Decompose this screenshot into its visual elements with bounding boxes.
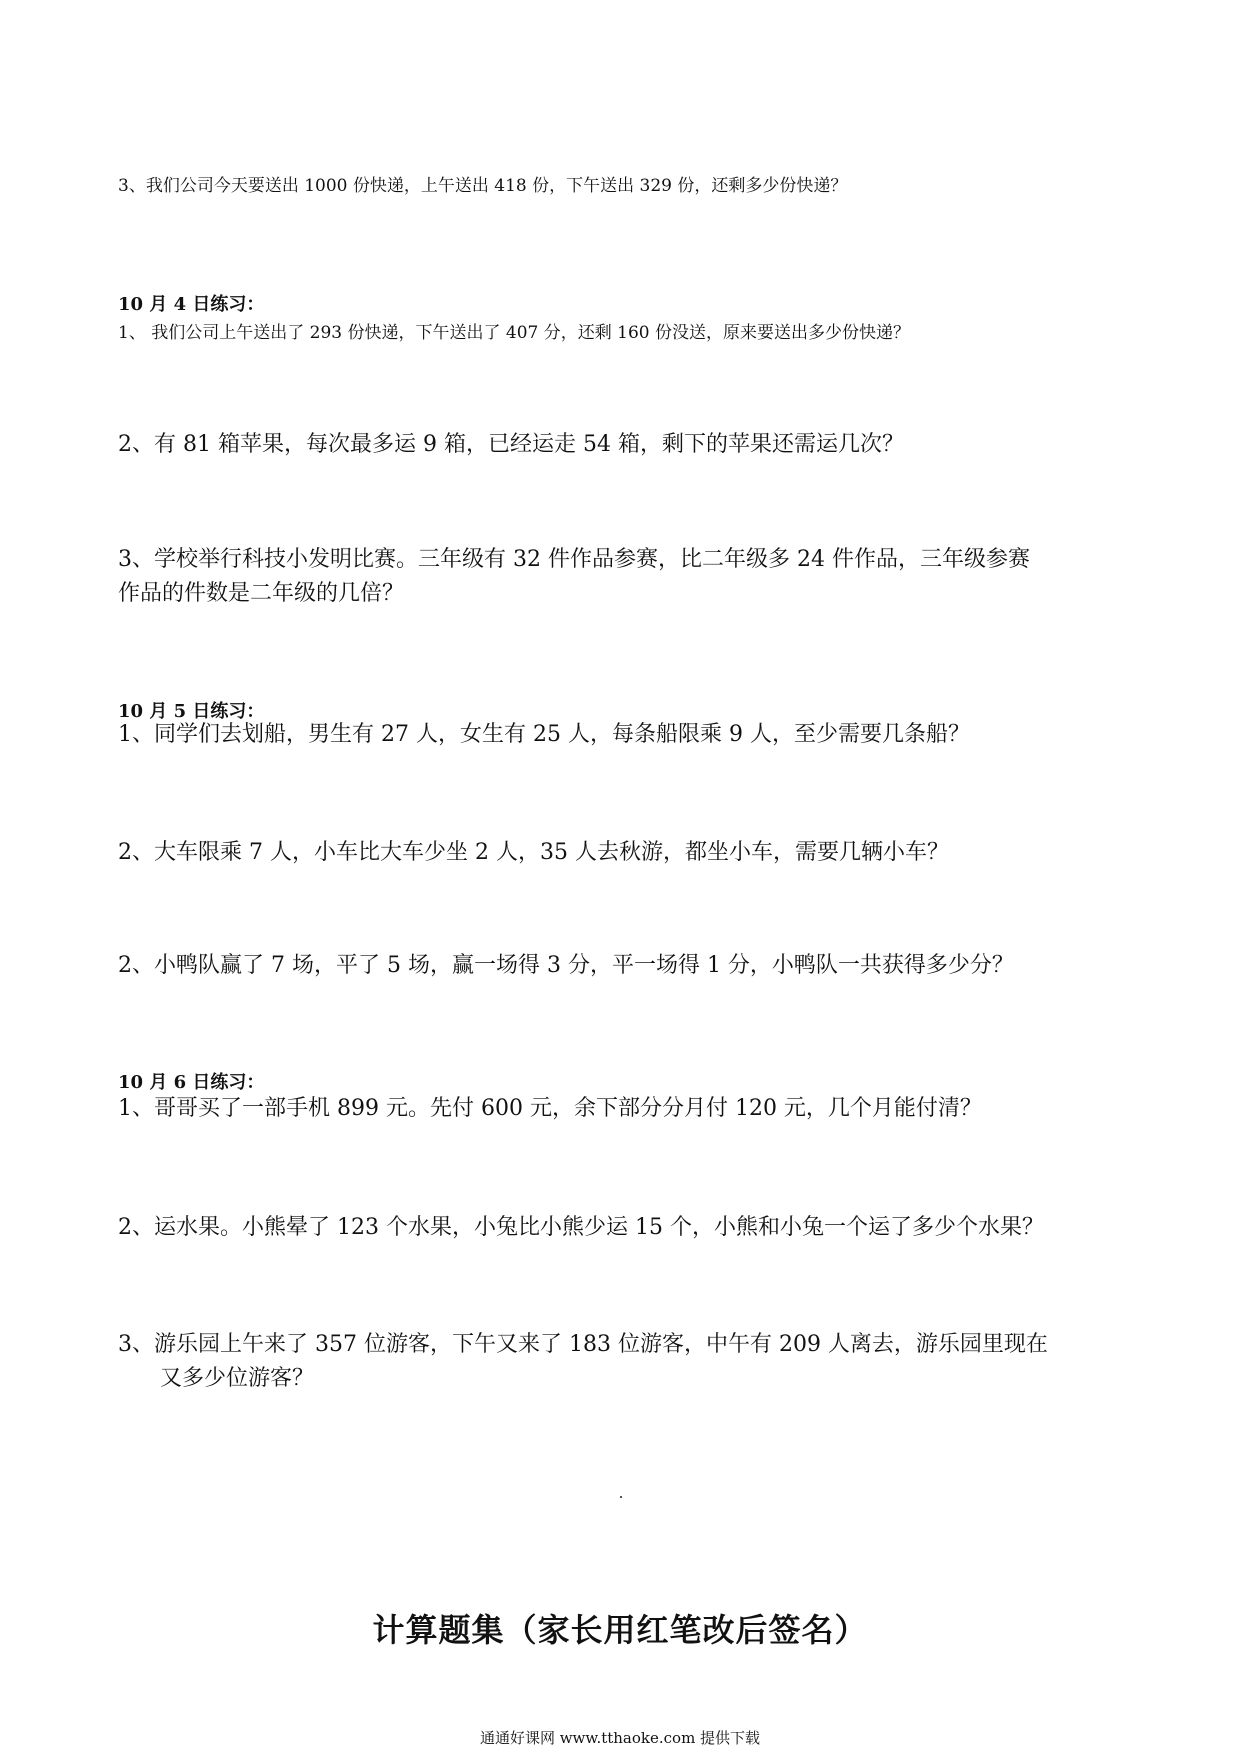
question-top-3: 3、我们公司今天要送出 1000 份快递，上午送出 418 份，下午送出 329 份，还剩多少份快递？ (118, 176, 848, 196)
footer-credit: 通通好课网 www.tthaoke.com 提供下载 (479, 1729, 761, 1747)
scan-dot (620, 1496, 622, 1498)
question-oct4-2: 2、有 81 箱苹果，每次最多运 9 箱，已经运走 54 箱，剩下的苹果还需运几次？ (118, 432, 904, 457)
section-heading-oct-6: 10 月 6 日练习： (118, 1072, 265, 1093)
question-oct4-3-line1: 3、学校举行科技小发明比赛。三年级有 32 件作品参赛，比二年级多 24 件作品，三年级参赛 (118, 547, 1030, 572)
question-oct5-2: 2、大车限乘 7 人，小车比大车少坐 2 人，35 人去秋游，都坐小车，需要几辆小车？ (118, 840, 949, 865)
question-oct5-3: 2、小鸭队赢了 7 场，平了 5 场，赢一场得 3 分，平一场得 1 分，小鸭队一共获得多少分？ (118, 953, 1014, 978)
question-oct6-3-line1: 3、游乐园上午来了 357 位游客，下午又来了 183 位游客，中午有 209 人离去，游乐园里现在 (118, 1332, 1048, 1357)
question-oct6-3-line2: 又多少位游客？ (160, 1366, 315, 1391)
question-oct6-1: 1、哥哥买了一部手机 899 元。先付 600 元，余下部分分月付 120 元，几个月能付清？ (118, 1096, 982, 1121)
question-oct6-2: 2、运水果。小熊晕了 123 个水果，小兔比小熊少运 15 个，小熊和小兔一个运了多少个水果？ (118, 1215, 1044, 1240)
question-oct4-3-line2: 作品的件数是二年级的几倍？ (118, 581, 405, 606)
question-oct4-1: 1、 我们公司上午送出了 293 份快递，下午送出了 407 分，还剩 160 份没送，原来要送出多少份快递？ (118, 323, 910, 343)
footer-title: 计算题集（家长用红笔改后签名） (372, 1611, 868, 1649)
section-heading-oct-5: 10 月 5 日练习： (118, 701, 265, 722)
question-oct5-1: 1、同学们去划船，男生有 27 人，女生有 25 人，每条船限乘 9 人，至少需要几条船？ (118, 722, 970, 747)
section-heading-oct-4: 10 月 4 日练习： (118, 294, 265, 315)
